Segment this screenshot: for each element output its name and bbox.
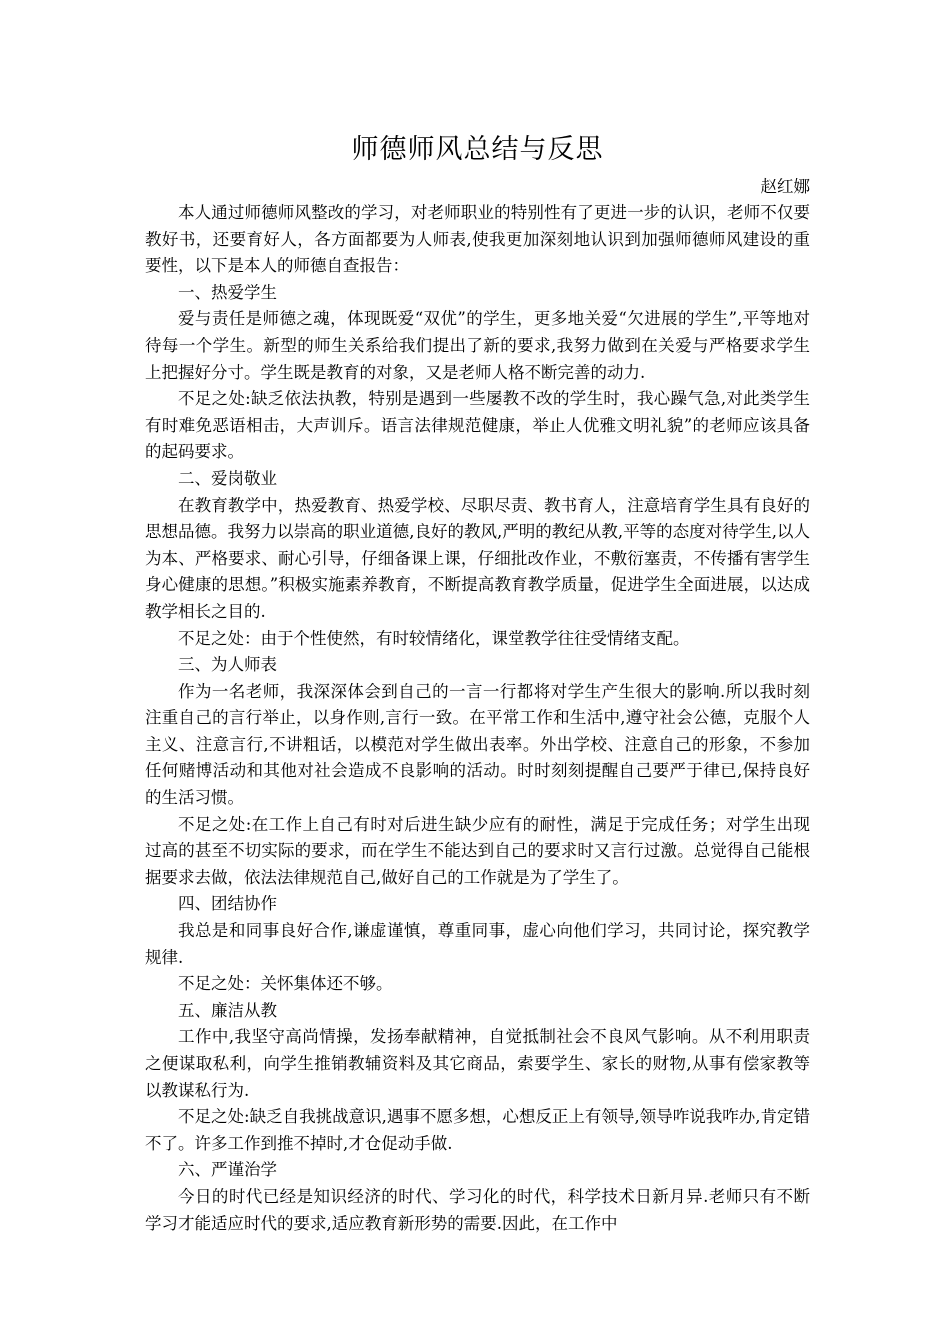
document-page (145, 130, 810, 1237)
section-heading: 三、为人师表 (178, 655, 277, 675)
paragraph: 不足之处：关怀集体还不够。 (178, 974, 393, 994)
paragraph: 在教育教学中，热爱教育、热爱学校、尽职尽责、教书育人，注意培育学生具有良好的思想品德。我努力以崇高的职业道德,良好的教风,严明的教纪从教,平等的态度对待学生,以人为本、严格要求、耐心引导，仔细备课上课，仔细批改作业，不敷衍塞责，不传播有害学生身心健康的思想。”积极实施素养教育，不断提高教育教学质量，促进学生全面进展，以达成教学相长之目的. (145, 495, 810, 621)
paragraph: 不足之处：由于个性使然，有时较情绪化，课堂教学往往受情绪支配。 (178, 628, 690, 648)
section-heading: 六、严谨治学 (178, 1160, 277, 1180)
paragraph: 不足之处:缺乏依法执教，特别是遇到一些屡教不改的学生时，我心躁气急,对此类学生有时难免恶语相击，大声训斥。语言法律规范健康，举止人优雅文明礼貌”的老师应该具备的起码要求。 (145, 389, 810, 462)
document-title: 师德师风总结与反思 (351, 134, 604, 165)
paragraph: 本人通过师德师风整改的学习，对老师职业的特别性有了更进一步的认识，老师不仅要教好书，还要育好人，各方面都要为人师表,使我更加深刻地认识到加强师德师风建设的重要性，以下是本人的师德自查报告： (145, 203, 810, 276)
paragraph: 作为一名老师，我深深体会到自己的一言一行都将对学生产生很大的影响.所以我时刻注重自己的言行举止，以身作则,言行一致。在平常工作和生活中,遵守社会公德，克服个人主义、注意言行,不讲粗话，以模范对学生做出表率。外出学校、注意自己的形象，不参加任何赌博活动和其他对社会造成不良影响的活动。时时刻刻提醒自己要严于律已,保持良好的生活习惯。 (145, 681, 810, 808)
paragraph: 工作中,我坚守高尚情操，发扬奉献精神，自觉抵制社会不良风气影响。从不利用职责之便谋取私利，向学生推销教辅资料及其它商品，索要学生、家长的财物,从事有偿家教等以教谋私行为. (145, 1027, 810, 1100)
author-name: 赵红娜 (760, 177, 810, 196)
paragraph: 爱与责任是师德之魂，体现既爱“双优”的学生，更多地关爱“欠进展的学生”,平等地对待每一个学生。新型的师生关系给我们提出了新的要求,我努力做到在关爱与严格要求学生上把握好分寸。学生既是教育的对象，又是老师人格不断完善的动力. (145, 309, 810, 382)
paragraph: 不足之处:缺乏自我挑战意识,遇事不愿多想，心想反正上有领导,领导咋说我咋办,肯定错不了。许多工作到推不掉时,才仓促动手做. (145, 1107, 810, 1153)
paragraph: 我总是和同事良好合作,谦虚谨慎，尊重同事，虚心向他们学习，共同讨论，探究教学规律. (145, 921, 810, 967)
section-heading: 一、热爱学生 (178, 282, 277, 302)
document-body (145, 200, 810, 1237)
paragraph: 今日的时代已经是知识经济的时代、学习化的时代，科学技术日新月异.老师只有不断学习才能适应时代的要求,适应教育新形势的需要.因此，在工作中 (145, 1186, 810, 1233)
section-heading: 二、爱岗敬业 (178, 468, 277, 488)
section-heading: 五、廉洁从教 (178, 1000, 277, 1020)
section-heading: 四、团结协作 (178, 894, 277, 914)
paragraph: 不足之处:在工作上自己有时对后进生缺少应有的耐性，满足于完成任务；对学生出现过高的甚至不切实际的要求，而在学生不能达到自己的要求时又言行过激。总觉得自己能根据要求去做，依法法律规范自己,做好自己的工作就是为了学生了。 (145, 814, 810, 887)
